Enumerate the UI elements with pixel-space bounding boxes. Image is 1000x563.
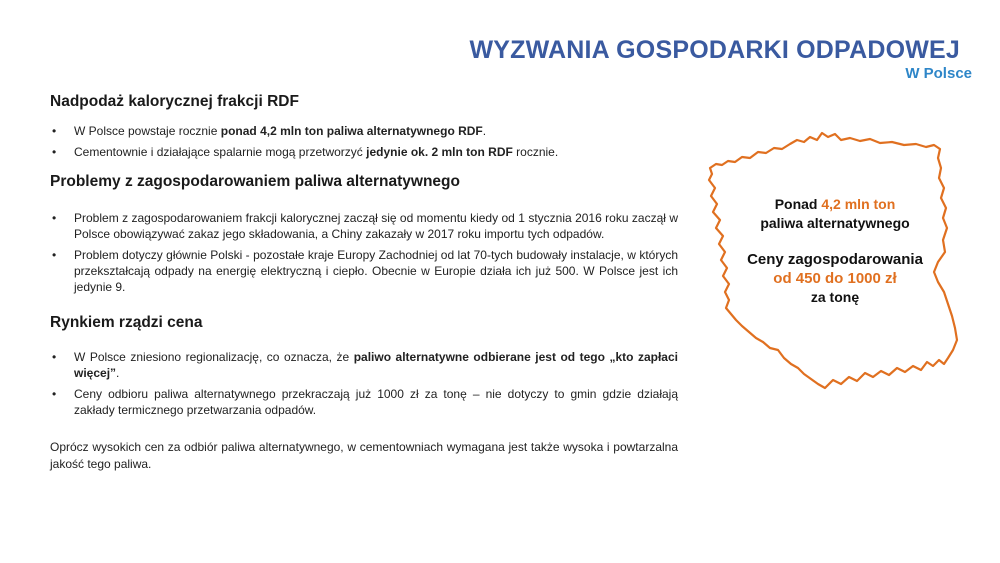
map-line-prices: Ceny zagospodarowania — [747, 251, 923, 268]
bullet-text: Problem dotyczy głównie Polski - pozostałe kraje Europy Zachodniej od lat 70-tych budowały instalacje, w których przekształcają odpady na energię elektryczną i ciepło. Obecnie w Europie działa ich już 500. W Polsce jest ich jedynie 9. — [74, 248, 678, 294]
map-price-range-highlight: od 450 do 1000 zł — [773, 270, 897, 287]
bullet-list — [50, 349, 678, 418]
bullet-list — [50, 123, 678, 160]
list-item — [50, 349, 678, 381]
bullet-list — [50, 210, 678, 295]
section-rdf-surplus — [50, 93, 678, 160]
section-heading: Nadpodaż kalorycznej frakcji RDF — [50, 93, 299, 110]
section-heading: Problemy z zagospodarowaniem paliwa alternatywnego — [50, 173, 460, 190]
map-text-spacer — [740, 233, 930, 250]
map-summary-box — [740, 195, 930, 307]
bullet-bold-text: paliwo alternatywne odbierane jest od tego „kto zapłaci więcej” — [74, 350, 678, 380]
bullet-bold-text: jedynie ok. 2 mln ton RDF — [366, 145, 513, 159]
map-line-fuel: paliwa alternatywnego — [760, 215, 910, 231]
bullet-text: W Polsce powstaje rocznie — [74, 124, 221, 138]
list-item — [50, 210, 678, 242]
list-item — [50, 144, 678, 160]
map-text-prefix: Ponad — [774, 196, 822, 212]
page-subtitle: W Polsce — [905, 65, 972, 82]
bullet-text: Problem z zagospodarowaniem frakcji kalorycznej zaczął się od momentu kiedy od 1 stycznia 2016 roku zaczął w Polsce obowiązywać zakaz jego składowania, a Chiny zakazały w 2017 roku importu tych odpadów. — [74, 211, 678, 241]
list-item — [50, 123, 678, 139]
section-market-price — [50, 314, 678, 418]
list-item — [50, 247, 678, 295]
bullet-text-end: rocznie. — [512, 145, 559, 159]
page-title: WYZWANIA GOSPODARKI ODPADOWEJ — [469, 36, 960, 64]
map-amount-highlight: 4,2 mln ton — [821, 196, 896, 212]
bullet-text: W Polsce zniesiono regionalizację, co oznacza, że — [74, 350, 354, 364]
section-fuel-problems — [50, 173, 678, 295]
map-line-amount — [740, 195, 930, 214]
bullet-text-end: . — [482, 124, 487, 138]
bullet-bold-text: ponad 4,2 mln ton paliwa alternatywnego RDF — [220, 124, 483, 138]
bullet-text: Cementownie i działające spalarnie mogą przetworzyć — [74, 145, 367, 159]
closing-paragraph: Oprócz wysokich cen za odbiór paliwa alternatywnego, w cementowniach wymagana jest także wysoka i powtarzalna jakość tego paliwa. — [50, 440, 678, 471]
content-column — [50, 93, 678, 485]
bullet-text: Ceny odbioru paliwa alternatywnego przekraczają już 1000 zł za tonę – nie dotyczy to gmin gdzie działają zakłady termicznego przetwarzania odpadów. — [74, 387, 678, 417]
section-heading: Rynkiem rządzi cena — [50, 314, 203, 331]
bullet-text-end: . — [116, 366, 120, 380]
map-line-per-ton: za tonę — [810, 289, 860, 305]
list-item — [50, 386, 678, 418]
